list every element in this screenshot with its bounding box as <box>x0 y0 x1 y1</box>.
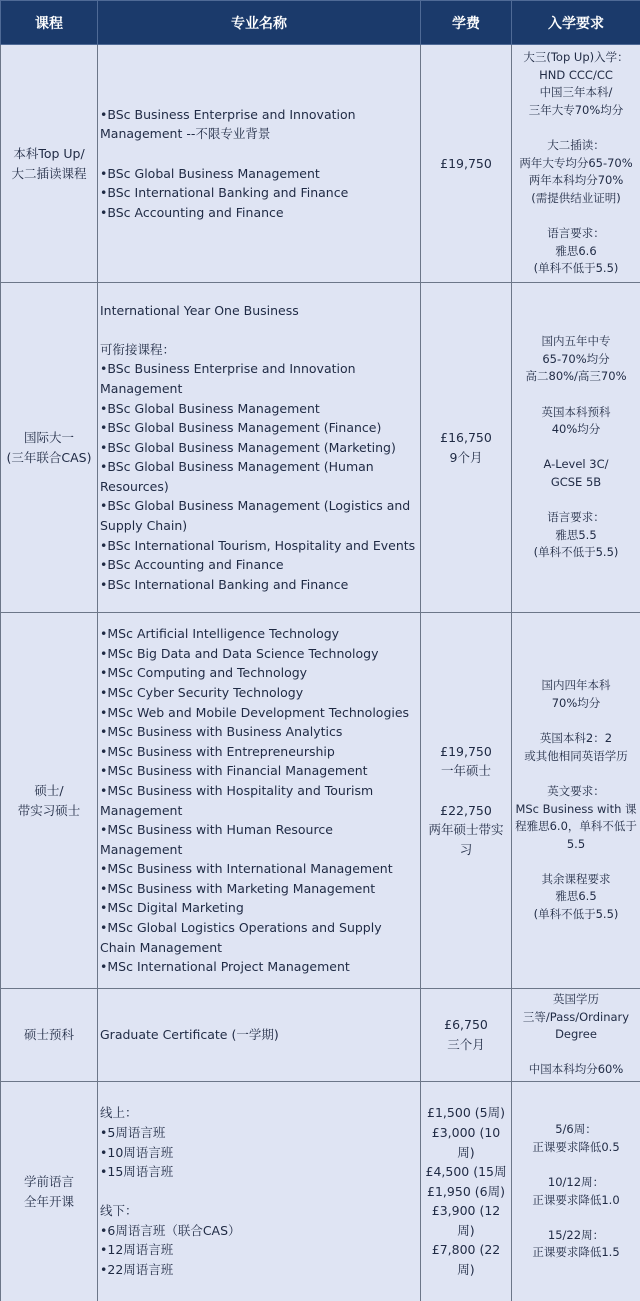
cell-line: £1,500 (5周) <box>427 1105 505 1121</box>
table-row <box>1 283 640 613</box>
cell-line: •BSc International Tourism, Hospitality and Events <box>100 537 416 553</box>
cell-line: •10周语言班 <box>100 1144 174 1160</box>
cell-line: 线下： <box>100 1203 138 1219</box>
cell-line: 中国三年本科/ <box>539 85 613 100</box>
cell-line: £19,750 <box>440 155 492 171</box>
cell-line: •MSc Business with Business Analytics <box>100 724 343 740</box>
cell-line: 雅思5.5 <box>555 527 597 542</box>
cell-line: •BSc Business Enterprise and Innovation Management <box>100 361 356 396</box>
cell-line: £3,000 (10周) <box>431 1124 501 1160</box>
cell-line: 国内五年中专 <box>541 334 611 349</box>
cell-line: 10/12周： <box>547 1174 605 1189</box>
cell-line: (单科不低于5.5) <box>533 261 619 276</box>
program-list-cell <box>98 45 421 283</box>
cell-line: 其余课程要求 <box>541 871 611 886</box>
cell-line: 两年本科均分70% <box>528 173 624 188</box>
cell-line: 带实习硕士 <box>17 802 81 818</box>
cell-line <box>515 853 637 871</box>
cell-line: (单科不低于5.5) <box>533 907 619 922</box>
cell-line <box>100 144 416 164</box>
cell-line: £1,950 (6周) <box>427 1183 505 1199</box>
entry-requirement-cell <box>512 989 640 1082</box>
cell-line: 大二插读： <box>547 138 605 153</box>
header-fee: 学费 <box>421 1 512 45</box>
header-course: 课程 <box>1 1 98 45</box>
cell-line: •MSc Digital Marketing <box>100 900 244 916</box>
course-category-cell <box>1 613 98 989</box>
header-program: 专业名称 <box>98 1 421 45</box>
cell-line: 硕士预科 <box>23 1027 74 1043</box>
cell-line: 大二插读课程 <box>11 165 87 181</box>
cell-line: £22,750 <box>440 802 492 818</box>
cell-line: 两年大专均分65-70% <box>519 155 633 170</box>
cell-line: (需提供结业证明) <box>531 190 621 205</box>
cell-line: 或其他相同英语学历 <box>524 748 628 763</box>
cell-line: 硕士/ <box>34 782 64 798</box>
cell-line: •BSc Global Business Management <box>100 165 320 181</box>
tuition-fee-cell <box>421 283 512 613</box>
cell-line: •BSc Global Business Management (Human Resources) <box>100 459 374 494</box>
program-list-cell <box>98 1082 421 1301</box>
cell-line: HND CCC/CC <box>539 67 613 82</box>
header-requirement: 入学要求 <box>512 1 640 45</box>
cell-line: •BSc International Banking and Finance <box>100 576 349 592</box>
cell-line: 英国本科预科 <box>541 404 611 419</box>
tuition-fee-cell <box>421 613 512 989</box>
cell-line: 三等/Pass/Ordinary Degree <box>522 1009 630 1042</box>
cell-line: •BSc Business Enterprise and Innovation Management --不限专业背景 <box>100 106 356 142</box>
cell-line: A-Level 3C/ <box>543 457 609 472</box>
cell-line: 线上： <box>100 1105 138 1121</box>
cell-line <box>515 1156 637 1174</box>
table-row <box>1 613 640 989</box>
cell-line: 5/6周： <box>555 1122 597 1137</box>
cell-line: 本科Top Up/ <box>13 145 85 161</box>
course-category-cell <box>1 45 98 283</box>
cell-line: £7,800 (22周) <box>431 1242 501 1278</box>
cell-line <box>515 1044 637 1062</box>
course-category-cell <box>1 1082 98 1301</box>
cell-line: •MSc Big Data and Data Science Technology <box>100 645 379 661</box>
cell-line: •MSc Business with Marketing Management <box>100 880 376 896</box>
cell-line: 国际大一 <box>23 429 74 445</box>
cell-line: 语言要求： <box>547 510 605 525</box>
cell-line: •22周语言班 <box>100 1262 174 1278</box>
cell-line: £19,750 <box>440 743 492 759</box>
table-row <box>1 45 640 283</box>
cell-line: International Year One Business <box>100 302 299 318</box>
cell-line: •MSc Cyber Security Technology <box>100 684 304 700</box>
entry-requirement-cell <box>512 1082 640 1301</box>
cell-line: •MSc Global Logistics Operations and Supply Chain Management <box>100 920 382 955</box>
cell-line <box>515 713 637 731</box>
program-list-cell <box>98 283 421 613</box>
cell-line <box>515 765 637 783</box>
cell-line: 70%均分 <box>551 695 601 710</box>
cell-line: •BSc Global Business Management <box>100 400 320 416</box>
cell-line <box>100 1182 416 1202</box>
cell-line: 雅思6.5 <box>555 889 597 904</box>
cell-line: 语言要求： <box>547 226 605 241</box>
cell-line: •BSc Global Business Management (Finance) <box>100 420 382 436</box>
tuition-fee-cell <box>421 989 512 1082</box>
cell-line: £6,750 <box>444 1017 488 1033</box>
entry-requirement-cell <box>512 613 640 989</box>
cell-line <box>424 781 508 801</box>
cell-line <box>515 386 637 404</box>
cell-line: 英文要求： <box>547 783 605 798</box>
cell-line: •BSc Global Business Management (Marketing) <box>100 439 396 455</box>
cell-line: •BSc International Banking and Finance <box>100 185 349 201</box>
table-row <box>1 989 640 1082</box>
tuition-fee-cell <box>421 45 512 283</box>
cell-line: Graduate Certificate (一学期) <box>100 1027 279 1043</box>
tuition-fee-cell <box>421 1082 512 1301</box>
cell-line: 两年硕士带实习 <box>428 822 504 857</box>
cell-line: 全年开课 <box>23 1193 74 1209</box>
cell-line: 三个月 <box>447 1037 485 1052</box>
cell-line: 65-70%均分 <box>542 351 610 366</box>
cell-line: 40%均分 <box>551 422 601 437</box>
cell-line: •15周语言班 <box>100 1164 174 1180</box>
cell-line: £16,750 <box>440 429 492 445</box>
cell-line: 学前语言 <box>23 1173 74 1189</box>
program-list-cell <box>98 613 421 989</box>
cell-line: MSc Business with 课程雅思6.0，单科不低于5.5 <box>515 801 637 851</box>
cell-line: •MSc Business with Entrepreneurship <box>100 743 335 759</box>
cell-line: GCSE 5B <box>550 474 602 489</box>
cell-line: (三年联合CAS) <box>6 449 92 465</box>
course-category-cell <box>1 989 98 1082</box>
cell-line <box>515 207 637 225</box>
table-row <box>1 1082 640 1301</box>
cell-line: •MSc Business with Human Resource Management <box>100 822 333 857</box>
cell-line: 正课要求降低1.0 <box>532 1192 620 1207</box>
cell-line <box>515 439 637 457</box>
cell-line: 正课要求降低1.5 <box>532 1245 620 1260</box>
cell-line <box>515 1209 637 1227</box>
cell-line: 三年大专70%均分 <box>528 102 624 117</box>
entry-requirement-cell <box>512 45 640 283</box>
cell-line <box>515 120 637 138</box>
cell-line: 正课要求降低0.5 <box>532 1139 620 1154</box>
cell-line: •MSc Business with International Management <box>100 861 393 877</box>
cell-line: 15/22周： <box>547 1227 605 1242</box>
cell-line: •MSc International Project Management <box>100 959 350 975</box>
cell-line: 高二80%/高三70% <box>525 369 627 384</box>
entry-requirement-cell <box>512 283 640 613</box>
program-list-cell <box>98 989 421 1082</box>
cell-line: 雅思6.6 <box>555 243 597 258</box>
cell-line: 一年硕士 <box>440 763 491 779</box>
cell-line: £3,900 (12周) <box>431 1203 501 1238</box>
cell-line: •MSc Computing and Technology <box>100 665 308 681</box>
course-category-cell <box>1 283 98 613</box>
cell-line: £4,500 (15周 <box>425 1164 507 1180</box>
cell-line: 英国本科2：2 <box>539 731 613 746</box>
cell-line: •6周语言班（联合CAS） <box>100 1222 241 1238</box>
cell-line: •MSc Web and Mobile Development Technologies <box>100 704 410 720</box>
cell-line: 英国学历 <box>553 992 599 1007</box>
cell-line: (单科不低于5.5) <box>533 545 619 560</box>
cell-line: •12周语言班 <box>100 1242 174 1258</box>
cell-line <box>100 320 416 340</box>
cell-line: 9个月 <box>449 449 483 465</box>
cell-line: •5周语言班 <box>100 1124 166 1140</box>
cell-line: •MSc Business with Hospitality and Tourism Management <box>100 782 374 818</box>
cell-line: 大三(Top Up)入学： <box>523 50 629 65</box>
header-row <box>1 1 640 45</box>
cell-line: •MSc Artificial Intelligence Technology <box>100 626 340 642</box>
cell-line: •BSc Accounting and Finance <box>100 557 284 573</box>
cell-line: •BSc Accounting and Finance <box>100 204 284 220</box>
cell-line: 国内四年本科 <box>541 678 611 693</box>
cell-line: 可衔接课程： <box>100 341 176 357</box>
cell-line: •BSc Global Business Management (Logistics and Supply Chain) <box>100 498 411 534</box>
cell-line: 中国本科均分60% <box>528 1062 624 1077</box>
cell-line: •MSc Business with Financial Management <box>100 763 368 779</box>
cell-line <box>515 491 637 509</box>
